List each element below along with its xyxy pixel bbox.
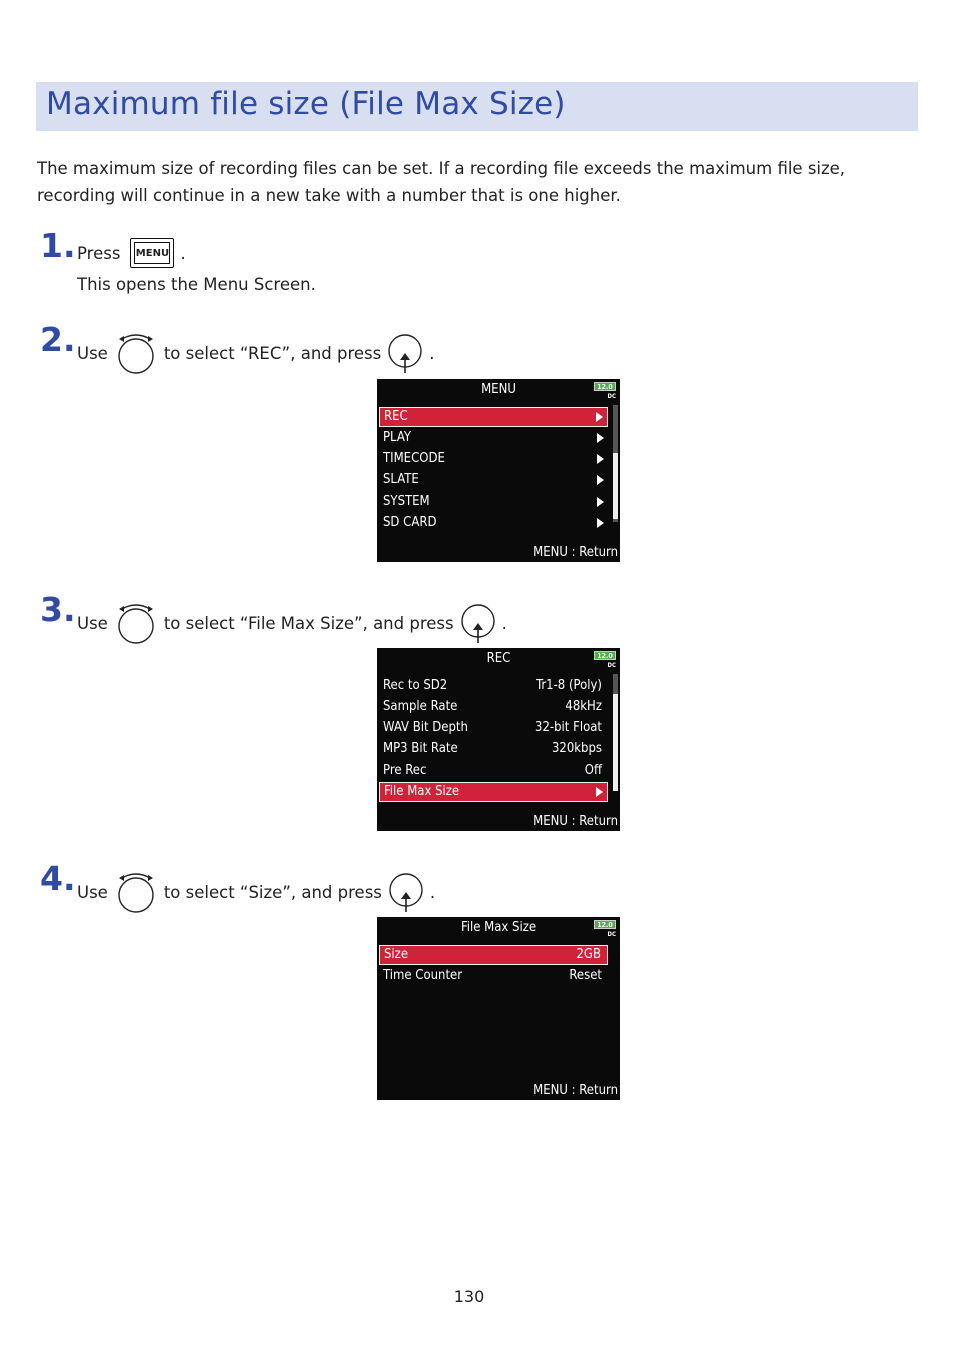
arrow-right-icon [596, 787, 603, 797]
menu-item-sample-rate[interactable]: Sample Rate 48kHz [383, 699, 602, 714]
scrollbar[interactable] [613, 674, 618, 791]
step-instruction: Use to select “Size”, and press . [77, 871, 435, 913]
screen-title: File Max Size [460, 920, 537, 935]
menu-item-slate[interactable]: SLATE [379, 470, 608, 490]
arrow-right-icon [597, 454, 604, 464]
menu-item-file-max-size[interactable]: File Max Size [379, 782, 608, 802]
screen-footer: MENU : Return [533, 1083, 618, 1098]
menu-item-pre-rec[interactable]: Pre Rec Off [383, 763, 602, 778]
menu-item-mp3-bit-rate[interactable]: MP3 Bit Rate 320kbps [383, 741, 602, 756]
battery-icon: 12.0 DC [594, 919, 618, 939]
arrow-right-icon [596, 412, 603, 422]
arrow-right-icon [597, 518, 604, 528]
arrow-right-icon [597, 475, 604, 485]
press-button-icon [387, 333, 423, 373]
step-number: 2. [40, 320, 76, 359]
battery-icon: 12.0 DC [594, 650, 618, 670]
scrollbar[interactable] [613, 405, 618, 522]
dial-icon [116, 332, 156, 374]
screen-footer: MENU : Return [533, 545, 618, 560]
press-button-icon [388, 872, 424, 912]
menu-key-icon: MENU [130, 238, 174, 268]
page-number: 130 [453, 1287, 485, 1306]
menu-item-wav-bit-depth[interactable]: WAV Bit Depth 32-bit Float [383, 720, 602, 735]
step-instruction: Press MENU . [77, 238, 186, 268]
device-screen-file-max-size [377, 917, 620, 1100]
menu-item-timecode[interactable]: TIMECODE [379, 449, 608, 469]
step-instruction: Use to select “File Max Size”, and press . [77, 602, 507, 644]
menu-item-system[interactable]: SYSTEM [379, 492, 608, 512]
menu-item-sd-card[interactable]: SD CARD [379, 513, 608, 533]
section-title-bar [36, 82, 918, 131]
step-instruction: Use to select “REC”, and press . [77, 332, 434, 374]
battery-icon: 12.0 DC [594, 381, 618, 401]
dial-icon [116, 871, 156, 913]
screen-title: REC [486, 651, 511, 666]
menu-item-play[interactable]: PLAY [379, 428, 608, 448]
dial-icon [116, 602, 156, 644]
intro-paragraph: The maximum size of recording files can be set. If a recording file exceeds the maximum file size, recording will continue in a new take with a number that is one higher. [37, 159, 846, 205]
arrow-right-icon [597, 497, 604, 507]
press-button-icon [460, 603, 496, 643]
screen-title: MENU [481, 382, 516, 397]
step-1-result: This opens the Menu Screen. [77, 275, 316, 294]
step-number: 1. [40, 226, 76, 265]
device-screen-rec [377, 648, 620, 831]
menu-item-time-counter[interactable]: Time Counter Reset [383, 968, 602, 983]
step-number: 3. [40, 590, 76, 629]
device-screen-menu [377, 379, 620, 562]
step-number: 4. [40, 859, 76, 898]
page-title: Maximum file size (File Max Size) [46, 86, 566, 122]
menu-item-size[interactable]: Size 2GB [379, 945, 608, 965]
arrow-right-icon [597, 433, 604, 443]
menu-item-rec-to-sd2[interactable]: Rec to SD2 Tr1-8 (Poly) [383, 678, 602, 693]
menu-item-rec[interactable]: REC [379, 407, 608, 427]
screen-footer: MENU : Return [533, 814, 618, 829]
